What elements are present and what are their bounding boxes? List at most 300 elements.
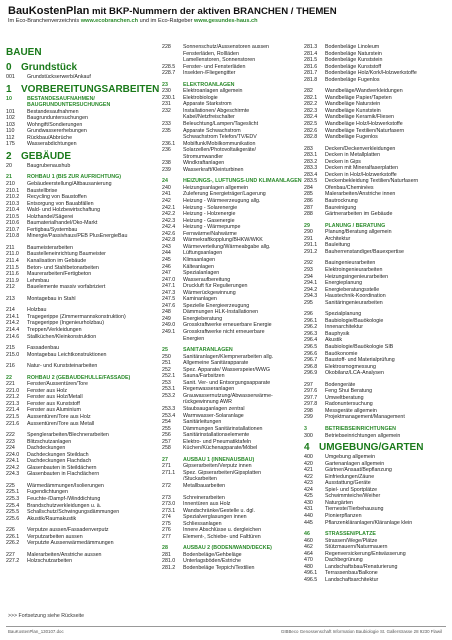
bkp-number: 210.8: [6, 233, 20, 240]
bkp-label: Stützmauern/Naturmauern: [325, 544, 388, 551]
bkp-number: 296.2: [304, 324, 318, 331]
bkp-label: Rückbau/Abbrüche: [27, 134, 73, 141]
bkp-number: 247: [162, 270, 171, 277]
bkp-label: Innere Abschlüsse u. dergleichen: [183, 527, 262, 534]
bkp-number: 214.4: [6, 326, 20, 333]
bkp-number: 300: [304, 432, 313, 439]
bkp-label: Feng Shui Beratung: [325, 388, 373, 395]
bkp-number: 244: [162, 250, 171, 257]
bkp-number: 243: [162, 243, 171, 250]
bkp-label: HEIZUNGS-, LÜFTUNGS-UND KLIMAANLAGEN: [183, 178, 302, 185]
bkp-number: 103: [6, 121, 15, 128]
bkp-label: Heizung - Wärmepumpe: [183, 224, 241, 231]
section-heading: [6, 84, 159, 96]
bkp-label: Spez. Gipserarbeiten/Gipsplatten: [183, 469, 262, 476]
footer-publisher: GIBBeco Genossenschaft Information Baubiologie St. Gallerstrasse 28 9230 Flawil: [280, 629, 442, 634]
bkp-label: Messgeräte allgemein: [325, 407, 377, 414]
bkp-number: 22: [6, 374, 12, 381]
bkp-entry: [6, 516, 159, 523]
bkp-number: 251: [162, 360, 171, 367]
gesundes-haus-link[interactable]: www.gesundes-haus.ch: [194, 18, 258, 24]
bkp-label: Bauphysik: [325, 330, 350, 337]
bkp-entry: [304, 211, 446, 218]
bkp-label: Fenster/Aussentüren/Tore: [27, 381, 88, 388]
group-heading: [6, 96, 159, 109]
bkp-label: Akustik: [325, 337, 343, 344]
bkp-number: 214.1: [6, 313, 20, 320]
bkp-number: 210.6: [6, 220, 20, 227]
bkp-number: 282.3: [304, 107, 318, 114]
bkp-number: 440: [304, 513, 313, 519]
bkp-entry: [162, 445, 304, 452]
bkp-label: Schallschutz/Schwingungsdämmungen: [27, 509, 120, 516]
bkp-label: Sanit. Ver- und Entsorgungsapparate: [183, 379, 271, 386]
bkp-label: Verputze aussen/Fassadenverputz: [27, 527, 109, 534]
bkp-number: 246: [162, 263, 171, 270]
bkp-number: 224.2: [6, 464, 20, 471]
bkp-label: Fensterläden, Rollläden: [183, 50, 239, 57]
bkp-number: 421: [304, 467, 313, 474]
bkp-number: 281: [162, 551, 171, 558]
bkp-entry: [6, 334, 159, 341]
bkp-label: Betriebseinrichtungen allgemein: [325, 432, 401, 439]
bkp-label: Spezialanlagen: [183, 270, 220, 277]
bkp-label: Fenster aus Aluminium: [27, 407, 81, 414]
bkp-label: Grundstück: [21, 62, 78, 73]
bkp-label: Baubiologie/Bauökologie SIB: [325, 343, 394, 350]
bkp-label: Installationen/ Abgeschirmte: [183, 107, 250, 114]
bkp-label: Bodenbeläge Kunststein: [325, 57, 383, 64]
bkp-number: BAUEN: [6, 47, 42, 58]
bkp-number: 240: [162, 184, 171, 191]
bkp-label: Feuchte-/Dampf-/Winddichtung: [27, 495, 101, 502]
bkp-label: Regenversickerung/Entwässerung: [325, 550, 406, 557]
bkp-number: 282.5: [304, 121, 318, 128]
bkp-label: Staubsauganlagen zentral: [183, 405, 245, 412]
bkp-label: Grauwassernutzung/Abwasserwärme-: [183, 392, 273, 399]
bkp-label: Terrassenbau/Balkone: [325, 570, 378, 577]
bkp-label: Sauna/Farbsitzen: [183, 373, 225, 380]
bkp-number: 480: [304, 563, 313, 570]
bkp-number: 221.2: [6, 394, 20, 401]
bkp-label: Montagebau Leichtkonstruktionen: [27, 351, 107, 358]
bkp-number: 226: [6, 527, 15, 534]
bkp-label: Schwachstrom Telefon/TV/EDV: [183, 134, 257, 141]
bkp-label: Gärtner/Ansaat/Bepflanzung: [325, 467, 392, 474]
bkp-label: Bodenbeläge Linoleum: [325, 44, 380, 50]
bkp-number: 274: [162, 514, 171, 521]
bkp-label: Wandbeläge Papier/Tapeten: [325, 94, 392, 101]
bkp-label: Dachbegrünung: [325, 557, 363, 564]
bkp-number: 256: [162, 432, 171, 439]
bkp-number: 242.3: [162, 217, 176, 224]
bkp-number: 214.6: [6, 333, 20, 340]
bkp-label: Holzhandel/Sägerei: [27, 213, 74, 220]
bkp-entry: [162, 565, 304, 572]
bkp-label: Glasenbauten in Flachdächern: [27, 471, 100, 478]
bkp-label: Sonnenschutz/Aussenstoren aussen: [183, 44, 269, 50]
bkp-number: 221.5: [6, 413, 20, 420]
bkp-label: Klimaanlagen: [183, 256, 216, 263]
bkp-number: 224.0: [6, 451, 20, 458]
bkp-label: Wandbeläge Keramik/Fliesen: [325, 114, 394, 121]
bkp-label: Wärmekraftkopplung/BHKW/WKK: [183, 237, 263, 244]
bkp-label: Dämmungen Sanitärinstallationen: [183, 425, 263, 432]
column-left: [6, 44, 159, 565]
bkp-entry: [304, 520, 446, 527]
bkp-number: 224.1: [6, 458, 20, 465]
bkp-label: Druckluft für Regulierungen: [183, 283, 248, 290]
bkp-number: 283.4: [304, 171, 318, 178]
bkp-entry: [304, 300, 446, 307]
bkp-label: Recycling von Baustoffen: [27, 194, 87, 201]
bkp-label: BESTANDESAUFNAHMEN/ BAUGRUNDUNTERSUCHUNGEN: [27, 95, 111, 109]
column-middle: [162, 44, 304, 572]
bkp-label: Bauherrenstandiger/Bauexpertise: [325, 248, 404, 255]
bkp-number: 294.1: [304, 280, 318, 287]
bkp-label: Lüftungsanlagen: [183, 250, 223, 257]
bkp-label: Gipserarbeiten/Verputz innen: [183, 463, 252, 470]
bkp-number: 431: [304, 506, 313, 513]
bkp-label: Fertigbau/Systembau: [27, 226, 78, 233]
bkp-label: Montagebau in Stahl: [27, 295, 76, 302]
bkp-label: Küchen/Küchenapparate/Möbel: [183, 445, 258, 452]
bkp-number: 227: [6, 551, 15, 558]
bkp-number: 224.3: [6, 471, 20, 478]
bkp-number: 236.1: [162, 140, 176, 147]
bkp-number: 241: [162, 191, 171, 198]
bkp-label: Ausstattung/Geräte: [325, 480, 371, 487]
bkp-label: Blitzschutzanlagen: [27, 438, 72, 445]
bkp-label: Grosskraftwerke erneuerbare Energie: [183, 322, 272, 329]
bkp-number: 225.1: [6, 489, 20, 496]
bkp-number: 273.0: [162, 501, 176, 508]
bkp-number: 291: [304, 235, 313, 242]
bkp-number: 235: [162, 127, 171, 134]
bkp-entry: [6, 74, 159, 81]
bkp-number: 210.3: [6, 200, 20, 207]
bkp-number: 400: [304, 454, 313, 461]
bkp-label: Wärmedämmungen/Isolierungen: [27, 482, 104, 489]
bkp-label: Wandschränke/Gestelle u. dgl.: [183, 507, 255, 514]
bkp-label: Radonuntersuchung: [325, 401, 373, 408]
bkp-number: 29: [304, 222, 310, 229]
bkp-label: Bodenbeläge Holz/Kork/Holzwerkstoffe: [325, 70, 417, 77]
bkp-label: Malerarbeiten/Anstriche innen: [325, 191, 396, 198]
bkp-label: Bodenbeläge/Gehbeläge: [183, 551, 242, 558]
bkp-label: Energieplanung: [325, 280, 363, 287]
bkp-number: 236: [162, 147, 171, 154]
bkp-label: PLANUNG / BERATUNG: [325, 222, 386, 229]
continuation-note: >>> Fortsetzung siehe Rückseite: [8, 613, 84, 619]
bkp-number: 228.7: [162, 70, 176, 77]
bkp-label: Stromumwandler: [183, 153, 224, 160]
bkp-entry: [6, 540, 159, 547]
bkp-number: 001: [6, 74, 15, 80]
bkp-label: Mobilfunk/Mobilkommunikation: [183, 140, 256, 147]
bkp-number: 101: [6, 108, 15, 115]
bkp-number: 445: [304, 519, 313, 526]
bkp-label: Innenarchitektur: [325, 324, 363, 331]
bkp-label: Grosskraftwerke nicht erneuerbare: [183, 328, 265, 335]
bkp-number: 425: [304, 493, 313, 500]
bkp-number: 247.0: [162, 276, 176, 283]
bkp-number: 112: [6, 134, 15, 141]
bkp-label: Einfriedungen/Zäune: [325, 473, 375, 480]
bkp-label: Zuleferung Energieträger/Lagerung: [183, 191, 266, 198]
bkp-label: Strassen/Wege/Plätze: [325, 537, 378, 544]
bkp-label: Schreinerarbeiten: [183, 494, 225, 501]
bkp-number: 226.2: [6, 540, 20, 547]
bkp-number: 247.3: [162, 289, 176, 296]
bkp-number: 286: [304, 198, 313, 205]
bkp-label: Heizung - Gasenergie: [183, 217, 235, 224]
bkp-entry: [162, 167, 304, 174]
bkp-label: Sanitäringenieurarbeiten: [325, 299, 383, 306]
bkp-entry: [304, 433, 446, 440]
bkp-label: Fenster- und Fensterläden: [183, 63, 246, 70]
bkp-label: Bodenbeläge Fugenlos: [325, 76, 380, 83]
bkp-number: [162, 336, 183, 343]
bkp-number: 296.7: [304, 357, 318, 364]
bkp-label: ROHBAU 1 (BIS ZUR AUFRICHTUNG): [27, 174, 121, 181]
bkp-label: Gebäudeerstellung/Altbausanierung: [27, 181, 112, 188]
bkp-label: Energieberatungsstelle: [325, 286, 380, 293]
bkp-label: Verputzarbeiten aussen: [27, 533, 83, 540]
bkp-number: 225: [6, 482, 15, 489]
bkp-number: 248: [162, 309, 171, 316]
bkp-number: 232: [162, 107, 171, 114]
bkp-number: 221.6: [6, 420, 20, 427]
bkp-label: Elektrobiologie: [183, 94, 218, 101]
bkp-label: Tragegerippe (Zimmermannskonstruktion): [27, 313, 126, 320]
bkp-entry: [162, 534, 304, 541]
section-heading: [6, 47, 159, 59]
bkp-number: 233: [162, 121, 171, 128]
bkp-label: Spiel- und Sportplätze: [325, 486, 378, 493]
bkp-label: STRASSEN/PLÄTZE: [325, 531, 376, 538]
bkp-number: 231: [162, 101, 171, 108]
bkp-entry: [6, 558, 159, 565]
bkp-label: Bodengeräte: [325, 381, 356, 388]
bkp-label: Wasserabdichtungen: [27, 141, 77, 148]
subtitle: [8, 18, 444, 25]
bkp-entry: [304, 77, 446, 84]
bkp-entry: [162, 70, 304, 77]
bkp-label: Elektro- und Pneumatiktafeln: [183, 438, 252, 445]
bkp-label: Holzbau: [27, 307, 47, 314]
bkp-label: Stallküchen/Kleinkonstruktion: [27, 333, 97, 340]
bkp-label: rückgewinnung AWR: [183, 399, 232, 406]
bkp-entry: [6, 163, 159, 170]
bkp-label: Energieberatung: [183, 315, 223, 322]
bkp-label: Dachdeckungen Steildach: [27, 451, 89, 458]
bkp-number: 210.5: [6, 213, 20, 220]
subtitle-prefix: Im Eco-Branchenverzeichnis: [8, 18, 81, 24]
bkp-label: Heizungsanlagen allgemein: [183, 184, 249, 191]
bkp-label: Projektmanagement/Management: [325, 414, 405, 421]
bkp-number: 210.4: [6, 207, 20, 214]
bkp-number: 210.1: [6, 187, 20, 194]
bkp-label: BETRIEBSEINRICHTUNGEN: [325, 425, 396, 432]
bkp-label: Decken in Gips: [325, 158, 361, 165]
bkp-label: ELEKTROANLAGEN: [183, 81, 235, 88]
bkp-number: 221: [6, 381, 15, 388]
bkp-number: 175: [6, 141, 15, 148]
bkp-label: Minergie/Passivhaus/PEB PlusEnergieBau: [27, 233, 128, 240]
bkp-number: 255: [162, 425, 171, 432]
bkp-number: 282: [304, 88, 313, 95]
section-heading: [304, 442, 446, 454]
bkp-entry: [6, 471, 159, 478]
bkp-entry: [6, 352, 159, 359]
bkp-number: 211.0: [6, 251, 19, 258]
bkp-label: Element-, Schiebe- und Falttüren: [183, 533, 261, 540]
bkp-label: UMGEBUNG/GARTEN: [319, 442, 424, 454]
bkp-number: 462: [304, 544, 313, 551]
bkp-number: 252: [162, 366, 171, 373]
bkp-entry: [304, 414, 446, 421]
bkp-entry: [304, 249, 446, 256]
bkp-entry: [304, 577, 446, 584]
bkp-label: Wandbeläge/Wandverkleidungen: [325, 88, 403, 95]
bkp-label: Aussentüren/Tore aus Metall: [27, 420, 95, 427]
bkp-number: 283.5: [304, 178, 318, 185]
bkp-number: 253: [162, 379, 171, 386]
bkp-label: Spenglerarbeiten/Blechnerarbeiten: [27, 432, 109, 439]
bkp-number: 470: [304, 557, 313, 564]
bkp-entry: [162, 483, 304, 490]
bkp-number: 223: [6, 438, 15, 445]
bkp-number: 225.4: [6, 502, 20, 509]
bkp-number: 239: [162, 166, 171, 173]
bkp-label: Wandbeläge Textilien/Naturfasern: [325, 127, 405, 134]
bkp-number: 271.1: [162, 469, 176, 476]
bkp-number: 299: [304, 414, 313, 421]
bkp-number: 0: [6, 62, 12, 73]
bkp-label: Warmwasser-Solaranlage: [183, 412, 244, 419]
bkp-entry: [162, 336, 304, 343]
bkp-number: 27: [162, 456, 168, 463]
bkp-number: 216: [6, 363, 15, 370]
bkp-label: Heizungsingenieurarbeiten: [325, 273, 389, 280]
bkp-label: Umweltberatung: [325, 394, 364, 401]
section-heading: [6, 151, 159, 163]
bkp-number: 460: [304, 537, 313, 544]
bkp-label: Decken in Holz/Holzwerkstoffe: [325, 171, 397, 178]
bkp-label: Insekten-/Fliegengitter: [183, 70, 236, 77]
bkp-number: 242.2: [162, 211, 176, 218]
bkp-number: 297.6: [304, 388, 318, 395]
bkp-number: 464: [304, 550, 313, 557]
bkp-number: 242.8: [162, 237, 176, 244]
bkp-number: 46: [304, 531, 310, 538]
bkp-number: 20: [6, 162, 12, 169]
page-title: [8, 6, 444, 17]
bkp-number: 230: [162, 88, 171, 95]
bkp-number: 284: [304, 184, 313, 191]
column-right: [304, 44, 446, 583]
bkp-label: Baubiologie/Bauökologie: [325, 317, 384, 324]
bkp-number: 257: [162, 438, 171, 445]
bkp-label: Decken mit Mineralfaserplatten: [325, 165, 399, 172]
bkp-label: ROHBAU 2 (GEBÄUDEHÜLLE/FASSADE): [27, 374, 131, 381]
bkp-label: Sanitärinstallationselemente: [183, 432, 250, 439]
bkp-entry: [304, 370, 446, 377]
bkp-label: Apparate Starkstrom: [183, 101, 232, 108]
bkp-label: Windkraftanlagen: [183, 160, 225, 167]
bkp-number: 282.6: [304, 127, 318, 134]
bkp-number: 275: [162, 520, 171, 527]
bkp-entry: [6, 233, 159, 240]
bkp-label: Baumeisterarbeiten: [27, 244, 73, 251]
bkp-number: 282.2: [304, 101, 318, 108]
bkp-number: 10: [6, 95, 12, 102]
bkp-label: Landschaftsarchitektur: [325, 576, 379, 583]
bkp-number: 247.6: [162, 302, 176, 309]
bkp-label: Bauingenieurarbeiten: [325, 260, 376, 267]
bkp-label: Deckenbekleidung Textilien/Naturfasern: [325, 178, 419, 185]
bkp-entry: [304, 134, 446, 141]
bkp-number: 242.1: [162, 204, 176, 211]
bkp-number: 496.1: [304, 570, 318, 577]
bkp-label: Bauelemente massiv vorfabriziert: [27, 284, 106, 291]
bkp-number: 294.3: [304, 293, 318, 300]
bkp-number: 423: [304, 480, 313, 487]
ecobranchen-link[interactable]: www.ecobranchen.ch: [80, 18, 139, 24]
bkp-number: 288: [304, 211, 313, 218]
bkp-number: 283: [304, 145, 313, 152]
bkp-label: Ofenbau/Cheminées: [325, 184, 374, 191]
bkp-label: SANITÄRANLAGEN: [183, 347, 233, 354]
bkp-number: 430: [304, 499, 313, 506]
bkp-label: Pionierpflanzen: [325, 513, 362, 519]
bkp-label: GEBÄUDE: [21, 150, 72, 162]
title-rest: mit BKP-Nummern der aktiven BRANCHEN / THEMEN: [89, 6, 337, 17]
bkp-label: Baumaterialhandel/Öko-Markt: [27, 220, 98, 227]
bkp-number: 294: [304, 273, 313, 280]
bkp-number: 210.2: [6, 194, 20, 201]
bkp-label: Holzschutzarbeiten: [27, 558, 73, 565]
bkp-label: Natur- und Kunststeinarbeiten: [27, 363, 98, 370]
bkp-number: 297.8: [304, 401, 318, 408]
bkp-number: 110: [6, 128, 15, 135]
bkp-number: 247.1: [162, 283, 176, 290]
bkp-label: Spezielle Energieerzeugung: [183, 302, 250, 309]
bkp-number: 215: [6, 345, 15, 352]
bkp-label: Dachdeckungen: [27, 445, 66, 452]
bkp-label: Elektrosmogmessung: [325, 363, 376, 370]
bkp-label: Treppen/Verkleidungen: [27, 326, 82, 333]
bkp-number: 296.3: [304, 330, 318, 337]
bkp-number: 213: [6, 295, 15, 302]
bkp-label: Schliessanlagen: [183, 520, 222, 527]
bkp-label: Fassadenbau: [27, 345, 60, 352]
bkp-label: /Stuckarbeiten: [183, 476, 217, 483]
bkp-label: Umgebung allgemein: [325, 454, 376, 461]
bkp-number: 221.0: [6, 387, 20, 394]
bkp-number: 253.2: [162, 392, 176, 399]
bkp-number: 215.0: [6, 351, 20, 358]
bkp-label: Wandbeläge Naturstein: [325, 101, 381, 108]
bkp-label: Baureinigung: [325, 204, 357, 211]
bkp-label: Gärtnerarbeiten im Gebäude: [325, 211, 393, 218]
bkp-label: Wandbeläge Kunststein: [325, 107, 381, 114]
bkp-number: 211.4: [6, 258, 19, 265]
bkp-number: 258: [162, 445, 171, 452]
bkp-number: 2: [6, 150, 12, 162]
bkp-number: 249: [162, 315, 171, 322]
